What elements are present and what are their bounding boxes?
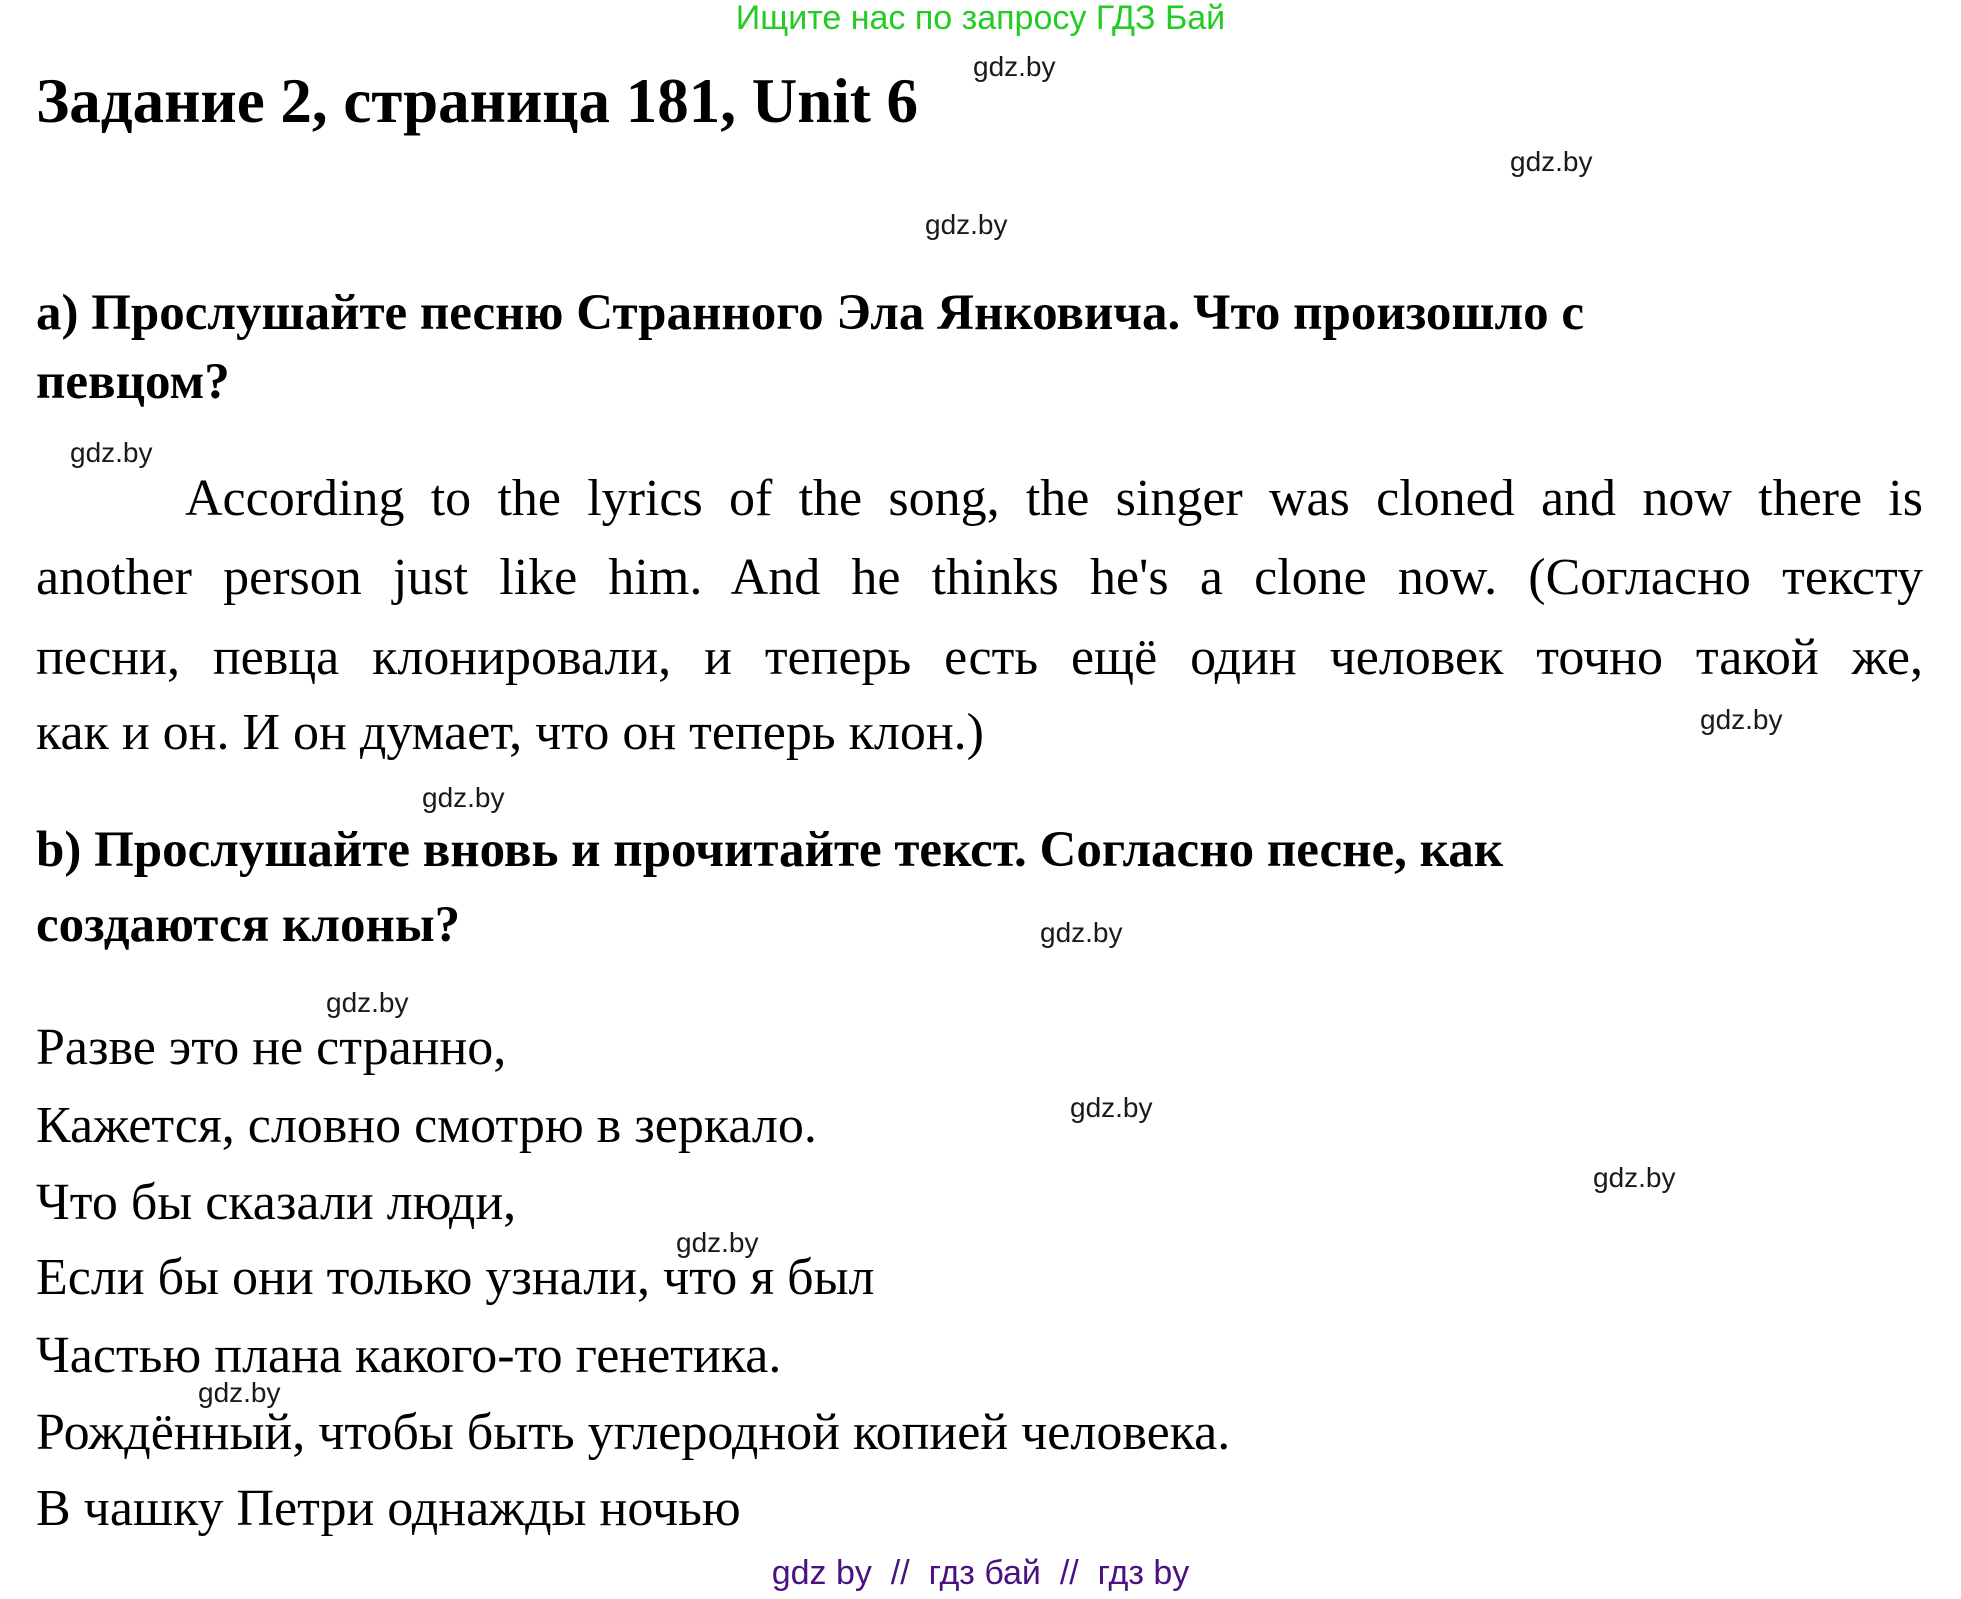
watermark: gdz.by (1593, 1162, 1676, 1193)
watermark: gdz.by (326, 987, 409, 1018)
poem-line-5: Частью плана какого-то генетика. (36, 1327, 782, 1384)
watermark: gdz.by (422, 782, 505, 813)
poem-line-3: Что бы сказали люди, (36, 1174, 517, 1231)
watermark: gdz.by (925, 209, 1008, 240)
search-hint-text: Ищите нас по запросу ГДЗ Бай (735, 0, 1226, 37)
page-title: Задание 2, страница 181, Unit 6 (36, 66, 919, 136)
poem-line-4: Если бы они только узнали, что я был (36, 1249, 875, 1306)
answer-line-1: According to the lyrics of the song, the singer was cloned and now there is (185, 470, 1923, 527)
poem-line-1: Разве это не странно, (36, 1019, 507, 1076)
section-b-heading-line-2: создаются клоны? (36, 897, 461, 953)
watermark: gdz.by (1700, 704, 1783, 735)
watermark: gdz.by (676, 1227, 759, 1258)
answer-line-4: как и он. И он думает, что он теперь клон.) (36, 704, 984, 761)
section-a-heading-line-2: певцом? (36, 354, 230, 410)
watermark: gdz.by (1510, 146, 1593, 177)
footer-site-links: gdz by // гдз бай // гдз by (771, 1554, 1190, 1592)
watermark: gdz.by (198, 1377, 281, 1408)
search-hint-banner (0, 0, 1961, 36)
watermark: gdz.by (1040, 917, 1123, 948)
poem-line-6: Рождённый, чтобы быть углеродной копией человека. (36, 1404, 1231, 1461)
section-b-heading-line-1: b) Прослушайте вновь и прочитайте текст. Согласно песне, как (36, 822, 1504, 878)
section-a-heading-line-1: а) Прослушайте песню Странного Эла Янковича. Что произошло с (36, 285, 1584, 341)
answer-line-3: песни, певца клонировали, и теперь есть ещё один человек точно такой же, (36, 629, 1923, 686)
answer-line-2: another person just like him. And he thinks he's a clone now. (Согласно тексту (36, 549, 1923, 606)
watermark: gdz.by (70, 437, 153, 468)
watermark: gdz.by (973, 51, 1056, 82)
poem-line-2: Кажется, словно смотрю в зеркало. (36, 1097, 817, 1154)
poem-line-7: В чашку Петри однажды ночью (36, 1480, 741, 1537)
watermark: gdz.by (1070, 1092, 1153, 1123)
